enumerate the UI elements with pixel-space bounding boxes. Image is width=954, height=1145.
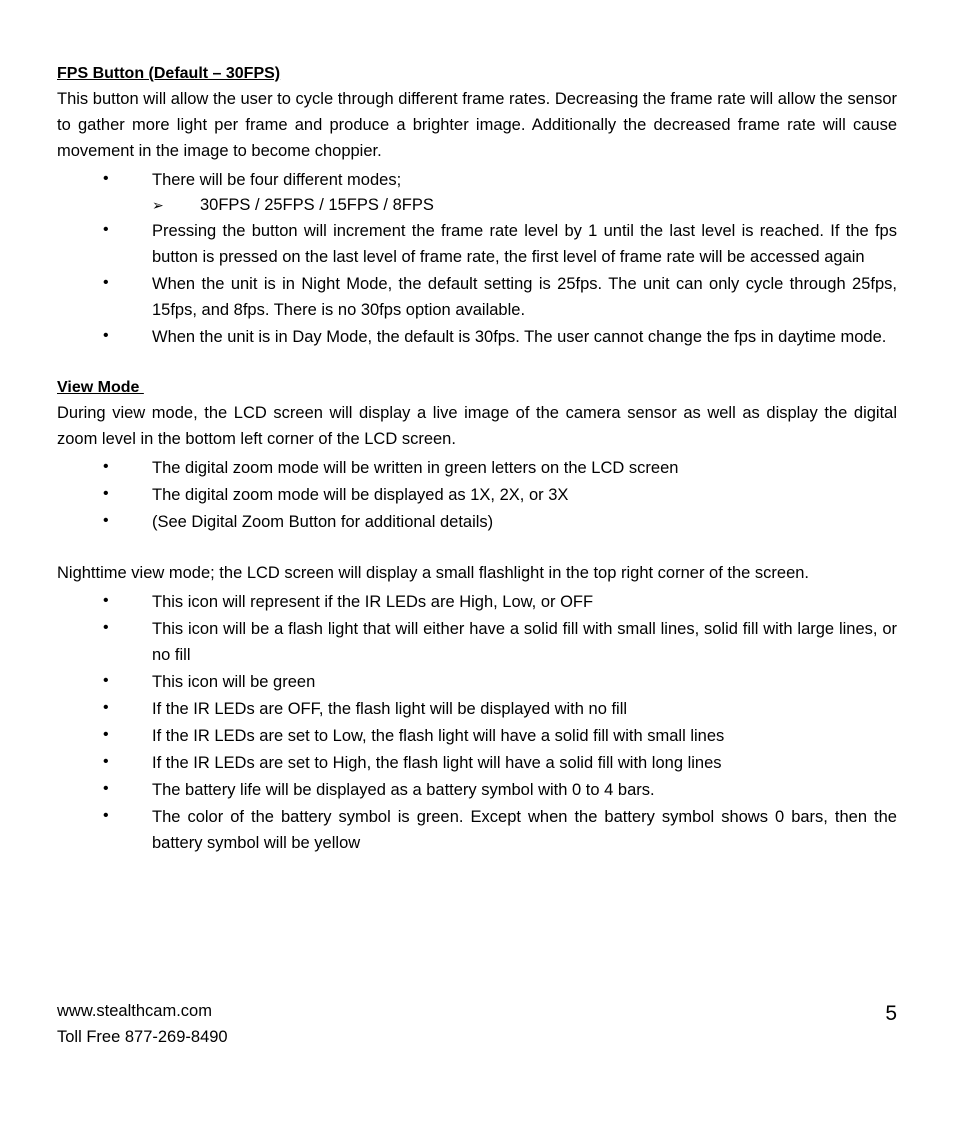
footer-contact [57,998,228,1050]
bullet-icon: • [103,672,109,689]
list-item-text: There will be four different modes; [152,171,402,189]
bullet-icon: • [103,458,109,475]
list-item [57,723,897,749]
footer-website-link[interactable]: www.stealthcam.com [57,1002,212,1020]
list-item-text: If the IR LEDs are set to High, the flash light will have a solid fill with long lines [152,754,722,772]
list-item [57,589,897,615]
bullet-icon: • [103,485,109,502]
footer-phone: Toll Free 877-269-8490 [57,1028,228,1046]
bullet-icon: • [103,780,109,797]
fps-modes-text: 30FPS / 25FPS / 15FPS / 8FPS [200,196,434,214]
list-item-text: The color of the battery symbol is green. Except when the battery symbol shows 0 bars, then the battery symbol will be yellow [152,808,897,852]
list-item-text: The digital zoom mode will be written in green letters on the LCD screen [152,459,679,477]
bullet-icon: • [103,807,109,824]
list-item-text: When the unit is in Night Mode, the default setting is 25fps. The unit can only cycle through 25fps, 15fps, and 8fps. There is no 30fps option available. [152,275,897,319]
section-spacer [57,351,897,376]
list-item-text: The digital zoom mode will be displayed as 1X, 2X, or 3X [152,486,569,504]
list-item [57,482,897,508]
list-item-text: Pressing the button will increment the frame rate level by 1 until the last level is reached. If the fps button is pressed on the last level of frame rate, the first level of frame rate will be accessed again [152,222,897,266]
list-item [57,616,897,668]
bullet-icon: • [103,753,109,770]
view-mode-section-heading: View Mode [57,379,144,396]
list-item-text: If the IR LEDs are OFF, the flash light will be displayed with no fill [152,700,628,718]
list-item [57,750,897,776]
list-item-text: This icon will represent if the IR LEDs are High, Low, or OFF [152,593,594,611]
bullet-icon: • [103,170,109,187]
list-item [57,777,897,803]
nighttime-intro-paragraph: Nighttime view mode; the LCD screen will display a small flashlight in the top right corner of the screen. [57,564,810,582]
list-item-text: The battery life will be displayed as a battery symbol with 0 to 4 bars. [152,781,655,799]
bullet-icon: • [103,699,109,716]
bullet-icon: • [103,327,109,344]
list-item [57,696,897,722]
list-item-text: This icon will be a flash light that will either have a solid fill with small lines, solid fill with large lines, or no fill [152,620,897,664]
list-item [57,271,897,323]
list-item-text: (See Digital Zoom Button for additional details) [152,513,494,531]
page-number: 5 [885,1002,897,1025]
list-item [57,455,897,481]
list-item [57,669,897,695]
view-mode-bullet-list [57,455,897,535]
fps-modes-subitem [152,193,897,217]
bullet-icon: • [103,274,109,291]
bullet-icon: • [103,512,109,529]
list-item [57,167,897,217]
arrow-bullet-icon: ➢ [152,197,164,213]
document-page [57,62,897,857]
list-item [57,218,897,270]
bullet-icon: • [103,619,109,636]
nighttime-bullet-list [57,589,897,856]
view-mode-intro-paragraph: During view mode, the LCD screen will display a live image of the camera sensor as well as display the digital zoom level in the bottom left corner of the LCD screen. [57,404,897,448]
section-spacer [57,536,897,560]
list-item [57,324,897,350]
list-item [57,509,897,535]
list-item [57,804,897,856]
bullet-icon: • [103,592,109,609]
fps-intro-paragraph: This button will allow the user to cycle through different frame rates. Decreasing the frame rate will allow the sensor to gather more light per frame and produce a brighter image. Additionally the decreased frame rate will cause movement in the image to become choppier. [57,90,897,160]
bullet-icon: • [103,221,109,238]
bullet-icon: • [103,726,109,743]
list-item-text: If the IR LEDs are set to Low, the flash light will have a solid fill with small lines [152,727,725,745]
list-item-text: When the unit is in Day Mode, the default is 30fps. The user cannot change the fps in daytime mode. [152,328,887,346]
fps-section-heading: FPS Button (Default – 30FPS) [57,65,281,82]
fps-bullet-list [57,167,897,350]
list-item-text: This icon will be green [152,673,316,691]
